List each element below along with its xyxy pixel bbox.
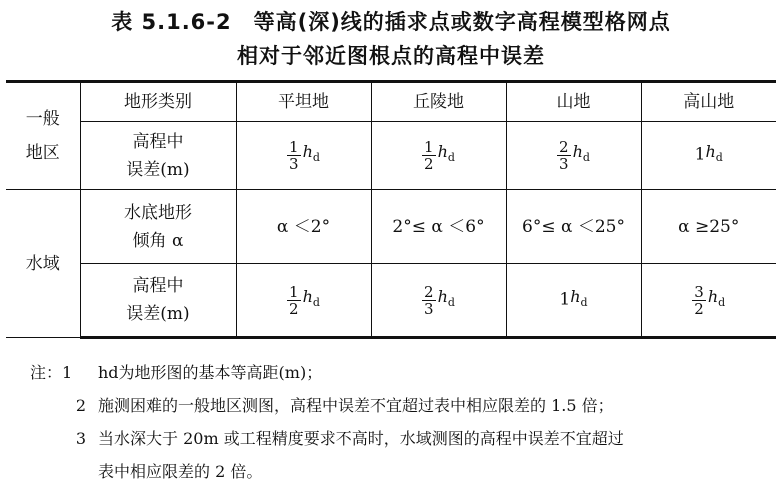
label-line: 倾角 α bbox=[132, 230, 184, 251]
water-angle-row bbox=[6, 190, 776, 264]
label-line: 高程中 bbox=[132, 276, 184, 296]
frac-den: 3 bbox=[424, 299, 434, 318]
frac-den: 2 bbox=[694, 299, 704, 318]
note-2 bbox=[30, 389, 770, 422]
h-sub: d bbox=[715, 151, 723, 165]
frac-num: 3 bbox=[694, 282, 704, 301]
note-3-text-cont: 表中相应限差的 2 倍。 bbox=[98, 462, 263, 481]
h-sub: d bbox=[312, 296, 320, 310]
coef: 1 bbox=[559, 289, 571, 310]
table-title-line2: 相对于邻近图根点的高程中误差 bbox=[237, 44, 545, 68]
note-3 bbox=[30, 422, 770, 455]
water-hilly-cell bbox=[371, 264, 506, 338]
water-angle-flat: α ＜2° bbox=[236, 190, 371, 264]
h-symbol: h bbox=[437, 286, 448, 306]
water-angle-hilly: 2°≤ α ＜6° bbox=[371, 190, 506, 264]
note-1 bbox=[30, 356, 770, 389]
frac-num: 2 bbox=[424, 282, 434, 301]
note-1-text: hd为地形图的基本等高距(m)； bbox=[98, 363, 323, 382]
label-line: 高程中 bbox=[132, 131, 184, 152]
water-flat-cell bbox=[236, 264, 371, 338]
h-symbol: h bbox=[572, 142, 583, 162]
h-symbol: h bbox=[302, 142, 313, 162]
note-2-text: 施测困难的一般地区测图，高程中误差不宜超过表中相应限差的 1.5 倍； bbox=[98, 396, 614, 415]
h-sub: d bbox=[718, 296, 726, 310]
h-sub: d bbox=[447, 296, 455, 310]
frac-num: 2 bbox=[559, 138, 569, 156]
elevation-error-table bbox=[6, 80, 776, 339]
col-header-flat: 平坦地 bbox=[236, 82, 371, 122]
general-area-label: 一般地区 bbox=[25, 109, 60, 163]
frac-den: 2 bbox=[289, 299, 299, 318]
general-flat-cell bbox=[236, 122, 371, 190]
label-line: 误差(m) bbox=[126, 159, 190, 180]
h-symbol: h bbox=[707, 286, 719, 306]
water-mountain-cell bbox=[506, 264, 641, 338]
col-header-mountain: 山地 bbox=[506, 82, 641, 122]
h-symbol: h bbox=[437, 142, 448, 162]
col-header-high-mountain: 高山地 bbox=[641, 82, 776, 122]
frac-den: 3 bbox=[559, 155, 569, 173]
water-error-label bbox=[80, 264, 236, 338]
h-sub: d bbox=[580, 296, 588, 310]
general-error-label bbox=[80, 122, 236, 190]
general-mountain-cell bbox=[506, 122, 641, 190]
coef: 1 bbox=[694, 145, 706, 165]
h-symbol: h bbox=[302, 286, 313, 306]
frac-num: 1 bbox=[289, 138, 299, 156]
label-line: 误差(m) bbox=[126, 304, 190, 324]
general-area-cell bbox=[6, 82, 80, 190]
note-3-number: 3 bbox=[75, 429, 86, 448]
h-symbol: h bbox=[570, 286, 581, 306]
table-title-line1: 表 5.1.6-2 等高(深)线的插求点或数字高程模型格网点 bbox=[111, 10, 671, 34]
water-high-mountain-cell bbox=[641, 264, 776, 338]
h-sub: d bbox=[312, 151, 320, 165]
general-high-mountain-cell bbox=[641, 122, 776, 190]
general-hilly-cell bbox=[371, 122, 506, 190]
water-error-row bbox=[6, 264, 776, 338]
table-notes bbox=[30, 356, 770, 488]
note-indent bbox=[30, 455, 98, 488]
h-sub: d bbox=[447, 151, 455, 165]
frac-den: 2 bbox=[424, 155, 434, 173]
note-3-continued bbox=[30, 455, 770, 488]
header-row bbox=[6, 82, 776, 122]
h-sub: d bbox=[582, 151, 590, 165]
note-2-number: 2 bbox=[75, 396, 86, 415]
note-prefix: 注：1 bbox=[30, 363, 73, 382]
frac-num: 1 bbox=[289, 282, 299, 301]
frac-den: 3 bbox=[289, 155, 299, 173]
water-angle-label bbox=[80, 190, 236, 264]
frac-num: 1 bbox=[424, 138, 434, 156]
label-line: 水底地形 bbox=[124, 202, 192, 223]
terrain-type-header: 地形类别 bbox=[80, 82, 236, 122]
water-area-cell: 水域 bbox=[6, 190, 80, 338]
col-header-hilly: 丘陵地 bbox=[371, 82, 506, 122]
note-3-text: 当水深大于 20m 或工程精度要求不高时，水域测图的高程中误差不宜超过 bbox=[98, 429, 624, 448]
general-error-row bbox=[6, 122, 776, 190]
water-angle-high-mountain: α ≥25° bbox=[641, 190, 776, 264]
h-symbol: h bbox=[705, 142, 716, 162]
water-angle-mountain: 6°≤ α ＜25° bbox=[506, 190, 641, 264]
